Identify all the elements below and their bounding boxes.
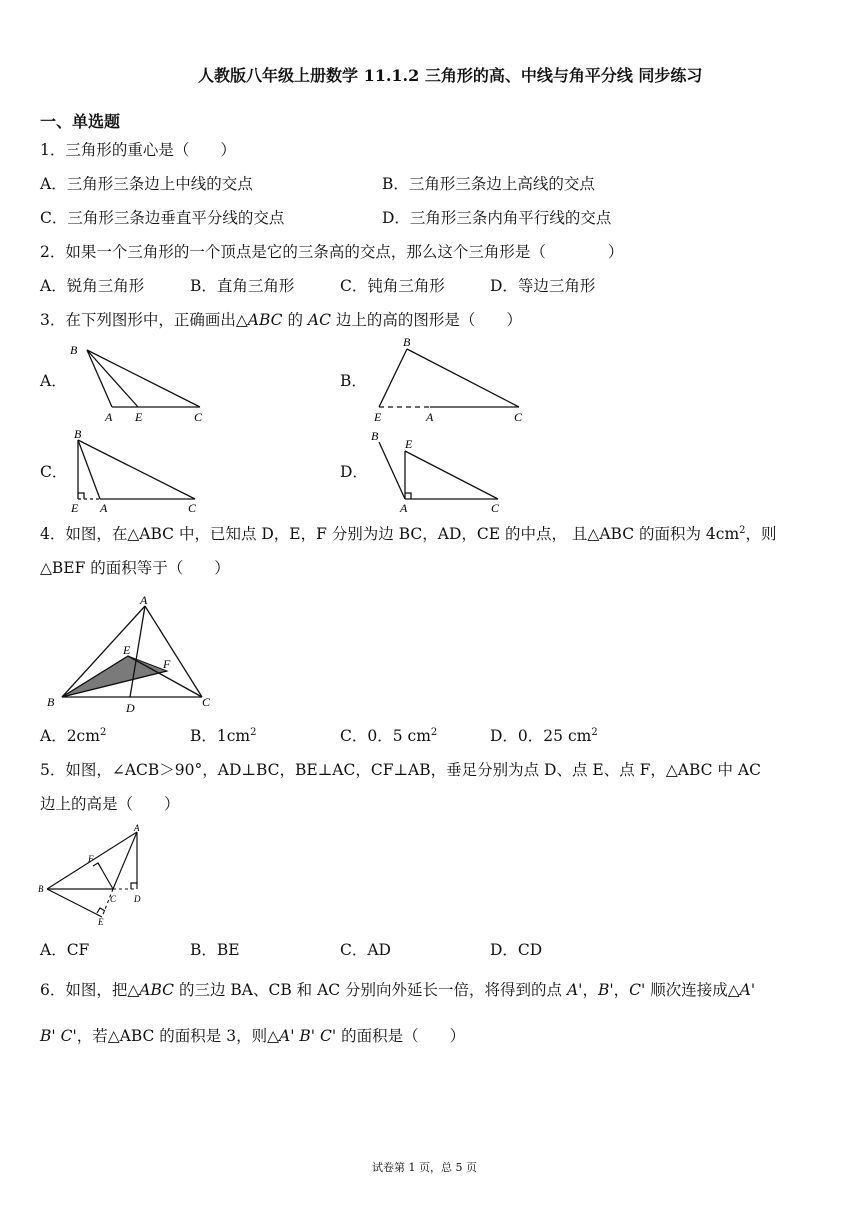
question-1-option-b: B．三角形三条边上高线的交点 [382,175,595,193]
question-4-option-a [40,726,106,746]
question-3-option-b: B． [340,372,367,390]
question-4-stem-line2: △BEF 的面积等于（ ） [40,559,230,577]
question-2-option-a: A．锐角三角形 [40,277,145,295]
question-3-stem [40,310,522,330]
question-2-option-b: B．直角三角形 [190,277,295,295]
figure-4-diagram [40,593,220,718]
figure-5-label-b: B [38,884,44,894]
question-4-option-d [490,726,598,746]
figure-4-label-a: A [140,593,148,607]
separator: ， [582,981,598,999]
question-1-option-d: D．三角形三条内角平行线的交点 [382,209,612,227]
figure-5-label-d: D [134,894,141,904]
figure-5-label-c: C [110,894,117,904]
question-3-stem-text: 边上的高的图形是（ ） [330,311,522,329]
figure-3b-label-a: A [426,410,434,424]
figure-3a-label-e: E [135,410,143,424]
question-1-option-a: A．三角形三条边上中线的交点 [40,175,253,193]
figure-3b-label-b: B [403,335,411,349]
figure-3c-label-a: A [100,501,108,515]
figure-3b-label-c: C [514,410,523,424]
figure-3a-label-c: C [194,410,203,424]
option-text: A．2cm [40,727,100,745]
superscript: 2 [591,726,598,738]
figure-3a-label-a: A [105,410,113,424]
question-4-stem-text: 4．如图，在△ABC 中，已知点 D，E，F 分别为边 BC，AD，CE 的中点， 且△ABC 的面积为 4cm [40,525,740,543]
option-text: B．1cm [190,727,251,745]
point-c-prime: C' [629,981,646,999]
figure-4-label-b: B [47,695,55,709]
question-4-option-c [340,726,437,746]
superscript: 2 [430,726,438,738]
separator: ， [613,981,630,999]
superscript: 2 [99,726,107,738]
figure-3d-label-c: C [491,501,500,515]
figure-3c-diagram [60,428,220,518]
figure-4-label-f: F [163,657,171,671]
question-5-stem-line1: 5．如图，∠ACB＞90°，AD⊥BC，BE⊥AC，CF⊥AB，垂足分别为点 D、点 E、点 F，△ABC 中 AC [40,761,761,779]
option-text: D．0．25 cm [490,727,592,745]
point-a-prime: A' [279,1027,295,1045]
figure-5-label-a: A [134,823,140,833]
question-2-option-d: D．等边三角形 [490,277,596,295]
figure-3b-diagram [365,335,535,430]
figure-3c-label-c: C [188,501,197,515]
figure-3a-label-b: B [70,343,78,357]
question-5-stem-line2: 边上的高是（ ） [40,795,180,813]
figure-4-label-c: C [202,695,211,709]
point-b-prime: B' [40,1027,56,1045]
question-6-stem-text: ，若△ABC 的面积是 3，则△ [76,1027,280,1045]
superscript: 2 [250,726,257,738]
figure-5-diagram [36,822,156,932]
point-c-prime: C' [320,1027,337,1045]
question-3-option-a: A． [40,372,67,390]
question-4-stem-text: ，则 [745,525,777,543]
question-3-option-c: C． [40,463,68,481]
question-4-option-b [190,726,257,746]
point-c-prime: C' [60,1027,77,1045]
figure-3d-label-e: E [405,437,413,451]
point-a-prime: A' [739,981,756,999]
figure-4-label-d: D [126,701,135,715]
question-6-stem-text: 6．如图，把 [40,981,128,999]
figure-3c-label-e: E [71,501,79,515]
point-a-prime: A' [566,981,583,999]
question-6-stem-line2 [40,1026,465,1046]
question-4-stem-line1 [40,524,777,544]
figure-3d-label-a: A [400,501,408,515]
superscript: 2 [739,524,746,536]
question-1-stem: 1．三角形的重心是（ ） [40,141,236,159]
question-5-option-a: A．CF [40,941,90,959]
question-6-stem-line1 [40,980,755,1000]
figure-3a-diagram [60,338,220,428]
question-3-option-d: D． [340,463,368,481]
figure-5-label-f: F [88,854,94,864]
point-b-prime: B' [597,981,614,999]
point-b-prime: B' [299,1027,316,1045]
page-title: 人教版八年级上册数学 11.1.2 三角形的高、中线与角平分线 同步练习 [198,66,703,85]
question-3-stem-text: 3．在下列图形中，正确画出 [40,311,236,329]
figure-3c-label-b: B [74,427,82,441]
question-3-stem-text: 的 [282,311,308,329]
figure-3b-label-e: E [374,410,382,424]
figure-4-label-e: E [123,643,131,657]
question-6-stem-text: 的面积是（ ） [336,1027,466,1045]
section-heading: 一、单选题 [40,112,121,131]
question-2-option-c: C．钝角三角形 [340,277,445,295]
page-footer: 试卷第 1 页，总 5 页 [372,1161,477,1174]
triangle-abc-label: △ABC [235,311,283,329]
option-text: C．0．5 cm [340,727,431,745]
figure-5-label-e: E [98,917,104,927]
figure-3d-diagram [365,428,525,518]
question-6-stem-text: 的三边 BA、CB 和 AC 分别向外延长一倍，将得到的点 [174,981,567,999]
triangle-abc-label: △ABC [127,981,175,999]
question-5-option-c: C．AD [340,941,391,959]
question-2-stem: 2．如果一个三角形的一个顶点是它的三条高的交点，那么这个三角形是（ ） [40,243,624,261]
question-1-option-c: C．三角形三条边垂直平分线的交点 [40,209,285,227]
figure-3d-label-b: B [371,429,379,443]
question-6-stem-text: 顺次连接成△ [645,981,740,999]
question-5-option-b: B．BE [190,941,240,959]
side-ac-label: AC [307,311,331,329]
question-5-option-d: D．CD [490,941,543,959]
